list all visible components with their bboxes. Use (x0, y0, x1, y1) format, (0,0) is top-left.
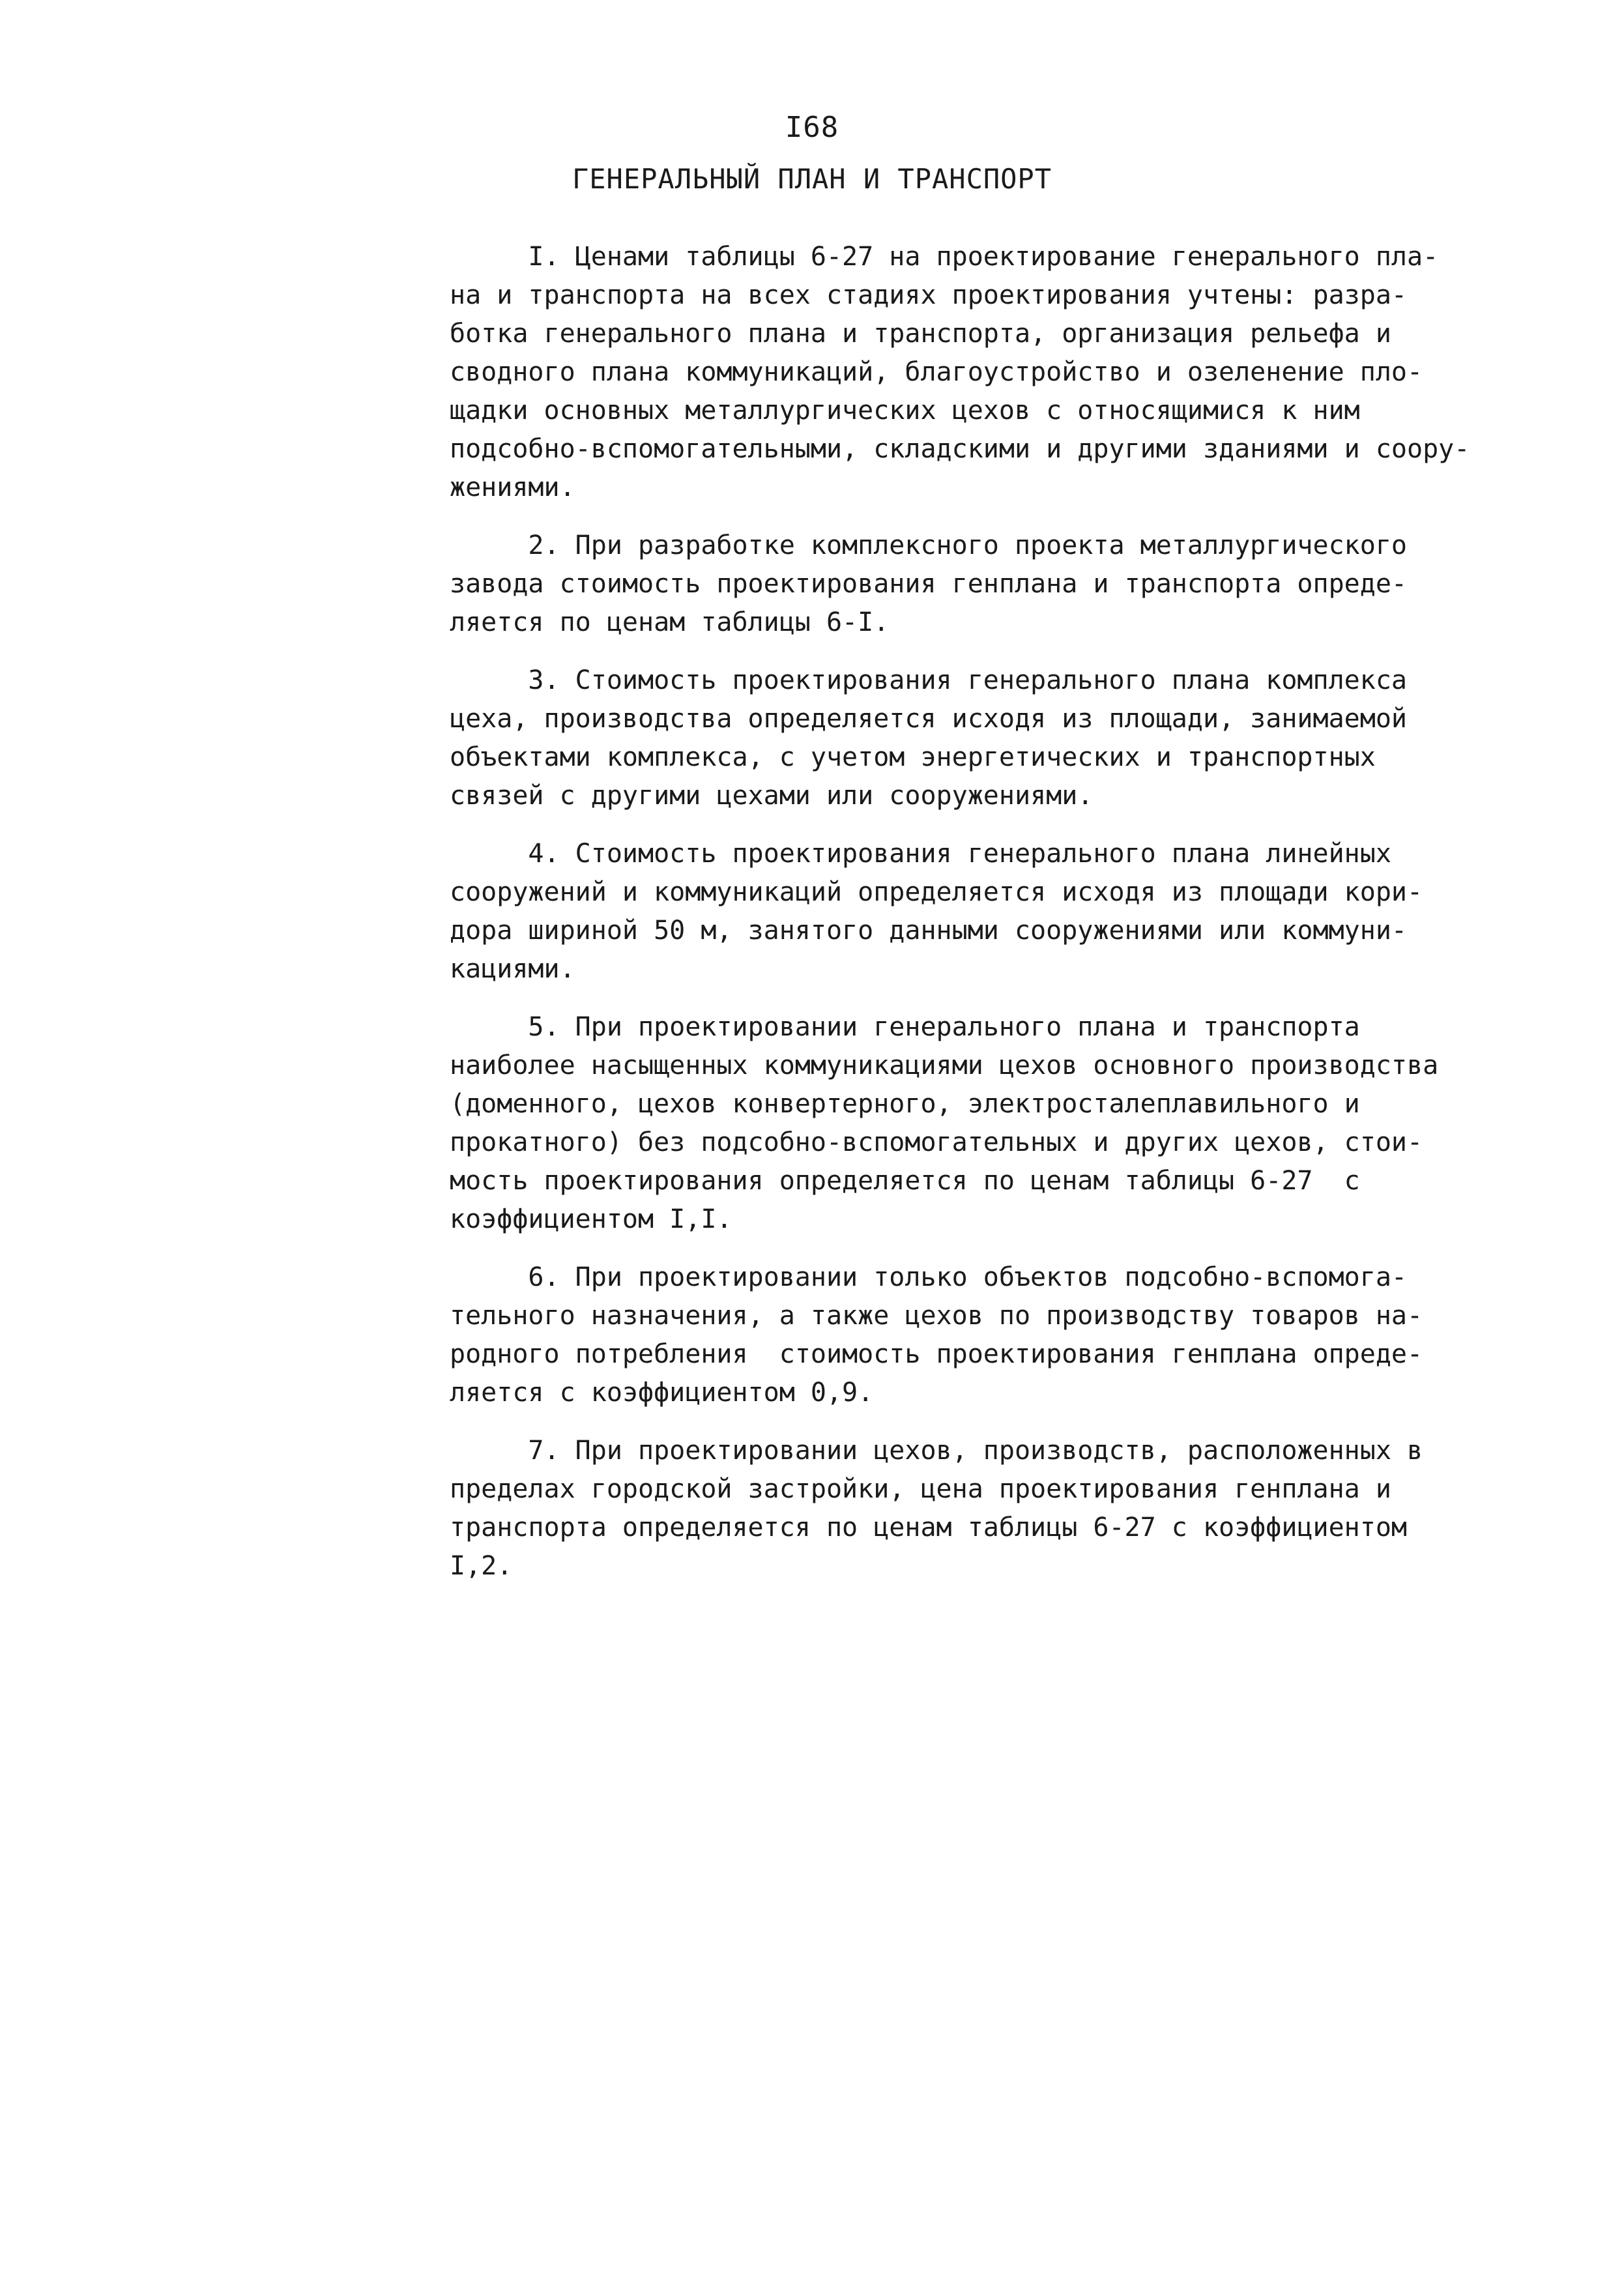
text-line: 2. При разработке комплексного проекта металлургического (450, 530, 1408, 560)
text-line: сводного плана коммуникаций, благоустройство и озеленение пло- (450, 357, 1423, 387)
text-line: завода стоимость проектирования генплана и транспорта опреде- (450, 569, 1408, 599)
text-line: прокатного) без подсобно-вспомогательных и других цехов, стои- (450, 1127, 1423, 1157)
text-line: коэффициентом I,I. (450, 1204, 732, 1234)
paragraph-4 (450, 835, 1466, 989)
paragraph-3 (450, 661, 1466, 815)
text-line: 6. При проектировании только объектов подсобно-вспомога- (450, 1262, 1408, 1292)
body-text (450, 238, 1470, 1605)
paragraph-5 (450, 1008, 1466, 1239)
text-line: на и транспорта на всех стадиях проектирования учтены: разра- (450, 280, 1408, 310)
text-line: I. Ценами таблицы 6-27 на проектирование генерального пла- (450, 242, 1439, 272)
section-title: ГЕНЕРАЛЬНЫЙ ПЛАН И ТРАНСПОРТ (572, 163, 1052, 195)
text-line: связей с другими цехами или сооружениями. (450, 781, 1094, 811)
text-line: кациями. (450, 954, 575, 984)
text-line: 4. Стоимость проектирования генерального плана линейных (450, 839, 1391, 869)
text-line: щадки основных металлургических цехов с относящимися к ним (450, 396, 1360, 426)
text-line: цеха, производства определяется исходя из площади, занимаемой (450, 704, 1408, 734)
paragraph-1 (450, 238, 1470, 507)
text-line: 3. Стоимость проектирования генерального плана комплекса (450, 665, 1408, 695)
text-line: объектами комплекса, с учетом энергетических и транспортных (450, 742, 1376, 772)
text-line: дора шириной 50 м, занятого данными сооружениями или коммуни- (450, 916, 1408, 946)
text-line: пределах городской застройки, цена проектирования генплана и (450, 1474, 1391, 1504)
paragraph-2 (450, 527, 1466, 642)
text-line: ляется с коэффициентом 0,9. (450, 1378, 874, 1408)
paragraph-6 (450, 1258, 1466, 1412)
text-line: 7. При проектировании цехов, производств, расположенных в (450, 1436, 1423, 1466)
text-line: I,2. (450, 1551, 513, 1581)
paragraph-7 (450, 1432, 1466, 1586)
text-line: мость проектирования определяется по ценам таблицы 6-27 с (450, 1166, 1360, 1196)
text-line: тельного назначения, а также цехов по производству товаров на- (450, 1301, 1423, 1331)
text-line: родного потребления стоимость проектирования генплана опреде- (450, 1339, 1423, 1369)
text-line: сооружений и коммуникаций определяется исходя из площади кори- (450, 877, 1423, 907)
text-line: жениями. (450, 472, 575, 502)
text-line: ботка генерального плана и транспорта, организация рельефа и (450, 319, 1391, 349)
page-number: I68 (785, 111, 839, 144)
text-line: подсобно-вспомогательными, складскими и другими зданиями и соору- (450, 434, 1470, 464)
text-line: 5. При проектировании генерального плана и транспорта (450, 1012, 1360, 1042)
text-line: ляется по ценам таблицы 6-I. (450, 607, 890, 637)
text-line: (доменного, цехов конвертерного, электросталеплавильного и (450, 1089, 1360, 1119)
text-line: наиболее насыщенных коммуникациями цехов основного производства (450, 1051, 1439, 1080)
text-line: транспорта определяется по ценам таблицы 6-27 с коэффициентом (450, 1513, 1408, 1543)
